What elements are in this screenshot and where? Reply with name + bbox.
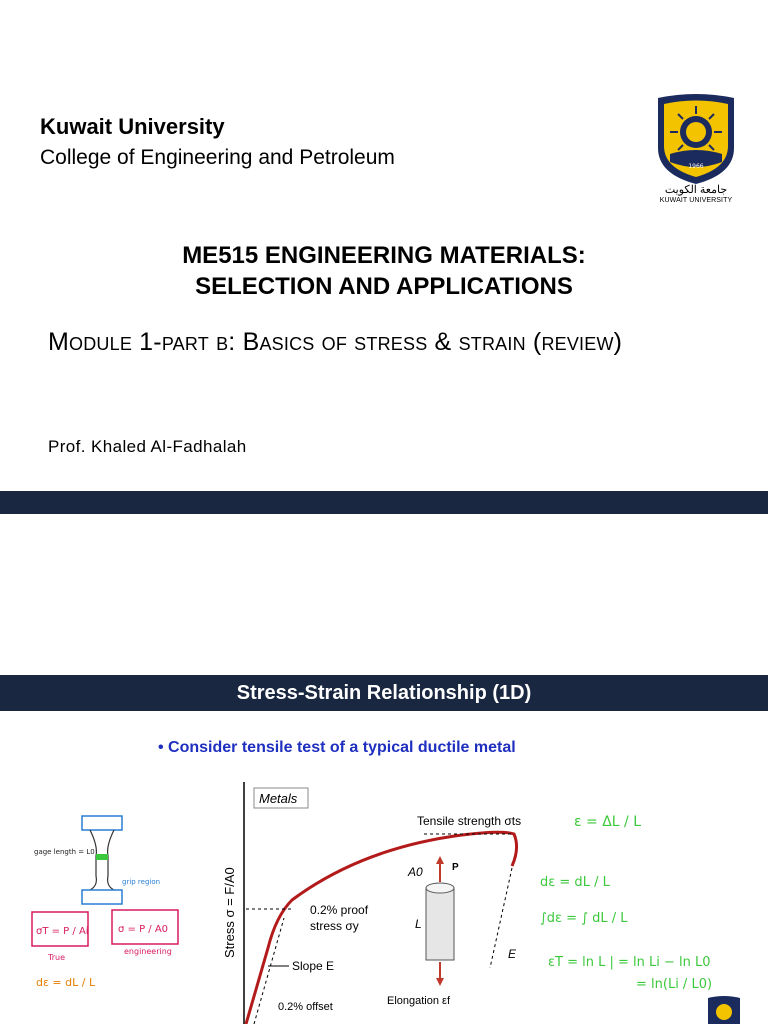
logo-arabic-name: جامعة الكويت (664, 184, 728, 196)
specimen-sketch-top (82, 816, 122, 830)
slope-label: Slope E (292, 959, 335, 973)
engineering-label: engineering (124, 947, 172, 956)
true-stress-formula: σT = P / Ai (36, 926, 89, 937)
specimen-body (426, 888, 454, 960)
gauge-length-note: gage length = L0 (34, 848, 95, 856)
course-title (0, 240, 768, 302)
specimen-gauge-mark (96, 854, 108, 860)
grip-region-note: grip region (122, 878, 161, 886)
bullet-text: Consider tensile test of a typical ductile metal (168, 739, 516, 756)
module-title: Module 1-part b: Basics of stress & strain (review) (48, 328, 623, 356)
eng-stress-formula: σ = P / A0 (118, 924, 169, 935)
true-strain-result: = ln(Li / L0) (636, 977, 713, 992)
stress-strain-diagram (212, 778, 542, 1024)
eng-strain-note: ε = ΔL / L (574, 814, 641, 830)
y-axis-label: Stress σ = F/A0 (222, 867, 237, 958)
course-title-line1: ME515 ENGINEERING MATERIALS: (182, 242, 586, 269)
modulus-label: E (508, 947, 517, 961)
bullet-point: • Consider tensile test of a typical ductile metal (158, 739, 516, 756)
slide-title: Stress-Strain Relationship (1D) (236, 682, 532, 704)
logo-english-name: KUWAIT UNIVERSITY (659, 197, 733, 204)
small-logo-icon (706, 996, 742, 1024)
area-label: A0 (408, 865, 423, 879)
stress-strain-curve (246, 832, 517, 1024)
length-label: L (415, 917, 422, 931)
offset-label: 0.2% offset (278, 1001, 333, 1013)
logo-year: 1966 (688, 163, 704, 170)
integral-note: ∫dε = ∫ dL / L (540, 911, 628, 926)
true-label: True (48, 953, 65, 962)
university-name: Kuwait University (40, 114, 225, 139)
metals-tag: Metals (259, 791, 298, 806)
specimen-sketch-bottom (82, 890, 122, 904)
handwritten-notes-left (20, 806, 200, 1006)
tensile-strength-label: Tensile strength σts (417, 814, 522, 828)
specimen-top (426, 883, 454, 893)
elongation-label: Elongation εf (387, 995, 451, 1007)
proof-stress-label-1: 0.2% proof (310, 903, 369, 917)
college-name: College of Engineering and Petroleum (40, 146, 395, 169)
slide-footer-band (0, 491, 768, 514)
force-arrowhead-up (436, 856, 444, 864)
true-strain-note: εT = ln L | = ln Li − ln L0 (548, 955, 711, 970)
force-label: P (452, 862, 459, 873)
handwritten-notes-right (540, 796, 760, 996)
course-title-line2: SELECTION AND APPLICATIONS (195, 273, 573, 300)
proof-stress-label-2: stress σy (310, 919, 359, 933)
professor-name: Prof. Khaled Al-Fadhalah (48, 437, 247, 456)
force-arrowhead-down (436, 978, 444, 986)
d-strain-note: dε = dL / L (540, 875, 610, 890)
strain-differential-note: dε = dL / L (36, 976, 96, 989)
